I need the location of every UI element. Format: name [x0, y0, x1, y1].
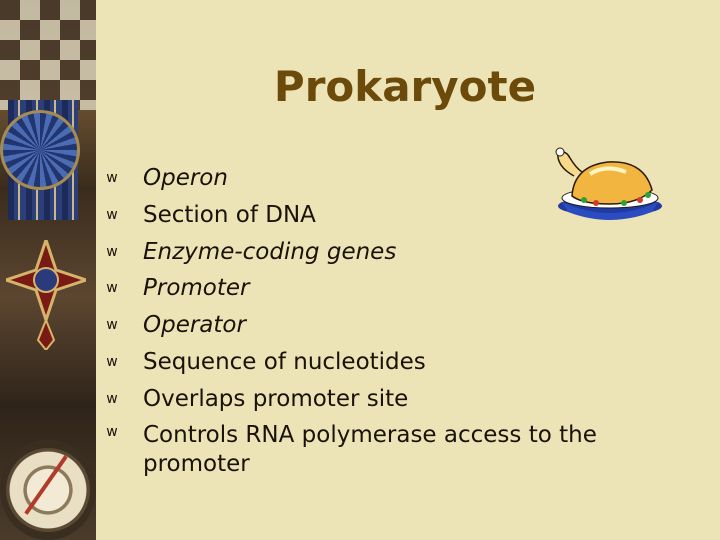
- roast-turkey-icon: [548, 146, 666, 224]
- bullet-icon: w: [106, 390, 118, 407]
- list-item: w Overlaps promoter site: [102, 381, 672, 418]
- list-item: w Promoter: [102, 270, 672, 307]
- slide-title: Prokaryote: [273, 62, 537, 111]
- list-item: w Section of DNA: [102, 197, 672, 234]
- list-item: w Operator: [102, 307, 672, 344]
- list-item: w Controls RNA polymerase access to the promoter: [102, 418, 672, 479]
- bullet-icon: w: [106, 170, 118, 186]
- compass-icon: [0, 440, 96, 540]
- decorative-border: [0, 0, 96, 540]
- medal-cross-icon: [6, 240, 86, 350]
- list-item: w Operon: [102, 160, 672, 197]
- bullet-icon: w: [106, 353, 118, 370]
- bullet-icon: w: [106, 206, 118, 223]
- list-item: w Sequence of nucleotides: [102, 344, 672, 381]
- list-item: w Enzyme-coding genes: [102, 234, 672, 271]
- rosette-icon: [0, 110, 80, 190]
- bullet-icon: w: [106, 317, 118, 334]
- bullet-icon: w: [106, 280, 118, 297]
- bullet-icon: w: [106, 243, 118, 260]
- chessboard-decoration: [0, 0, 96, 110]
- bullet-icon: w: [106, 423, 118, 440]
